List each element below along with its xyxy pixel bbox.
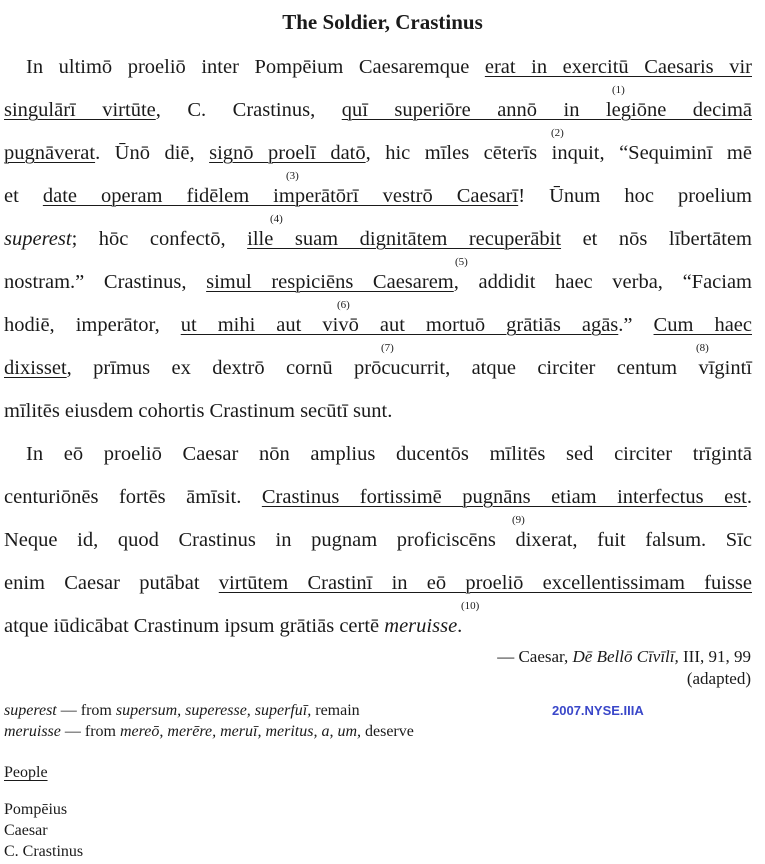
question-marker-6: (6) (337, 299, 350, 311)
glossed-word-meruisse: meruisse (384, 615, 458, 637)
underlined-phrase-8: Cum haec (653, 314, 752, 336)
underlined-phrase-1-cont: singulārī virtūte (4, 99, 156, 121)
question-marker-8: (8) (696, 342, 709, 354)
passage-line: Neque id, quod Crastinus in pugnam proficiscēns dixerat, fuit falsum. Sīc (4, 529, 752, 551)
passage-line: pugnāverat. Ūnō diē, signō proelī datō, hic mīles cēterīs inquit, “Sequiminī mē (4, 142, 752, 164)
question-marker-10: (10) (461, 600, 480, 612)
underlined-phrase-10: virtūtem Crastinī in eō proeliō excellentissimam fuisse (218, 572, 752, 594)
passage-line: superest; hōc confectō, ille suam dignitātem recuperābit et nōs lībertātem (4, 228, 752, 250)
exam-tag: 2007.NYSE.IIIA (552, 703, 644, 718)
passage-line: centuriōnēs fortēs āmīsit. Crastinus fortissimē pugnāns etiam interfectus est. (4, 486, 752, 508)
passage-line: enim Caesar putābat virtūtem Crastinī in eō proeliō excellentissimam fuisse (4, 572, 752, 594)
person-name: Caesar (4, 822, 48, 839)
source-note: (adapted) (686, 669, 751, 688)
person-name: C. Crastinus (4, 843, 84, 860)
question-marker-3: (3) (286, 170, 299, 182)
underlined-phrase-1: erat in exercitū Caesaris vir (484, 56, 752, 78)
people-heading: People (4, 764, 48, 781)
glossary-entry: meruisse — from mereō, merēre, meruī, meritus, a, um, deserve (4, 723, 414, 740)
passage-line: nostram.” Crastinus, simul respiciēns Caesarem, addidit haec verba, “Faciam (4, 271, 753, 293)
glossed-word-superest: superest (4, 228, 72, 250)
underlined-phrase-2: quī superiōre annō in legiōne decimā (341, 99, 752, 121)
passage-line: dixisset, prīmus ex dextrō cornū prōcucurrit, atque circiter centum vīgintī (4, 357, 752, 379)
passage-line: mīlitēs eiusdem cohortis Crastinum secūtī sunt. (4, 400, 393, 422)
question-marker-1: (1) (612, 84, 625, 96)
underlined-phrase-9: Crastinus fortissimē pugnāns etiam interfectus est (261, 486, 747, 508)
question-marker-4: (4) (270, 213, 283, 225)
passage-line: hodiē, imperātor, ut mihi aut vivō aut mortuō grātiās agās.” Cum haec (4, 314, 752, 336)
underlined-phrase-7: ut mihi aut vivō aut mortuō grātiās agās (180, 314, 619, 336)
person-name: Pompēius (4, 801, 68, 818)
question-marker-2: (2) (551, 127, 564, 139)
passage-line: et date operam fidēlem imperātōrī vestrō Caesarī! Ūnum hoc proelium (4, 185, 752, 207)
glossary-entry: superest — from supersum, superesse, superfuī, remain (4, 702, 360, 719)
underlined-phrase-8-cont: dixisset (4, 357, 67, 379)
passage-line: atque iūdicābat Crastinum ipsum grātiās certē meruisse. (4, 615, 463, 637)
underlined-phrase-6: simul respiciēns Caesarem (206, 271, 454, 293)
underlined-phrase-3: signō proelī datō (209, 142, 366, 164)
passage-title: The Soldier, Crastinus (282, 10, 483, 34)
underlined-phrase-2-cont: pugnāverat (4, 142, 96, 164)
source-citation: — Caesar, Dē Bellō Cīvīlī, III, 91, 99 (497, 647, 751, 666)
question-marker-9: (9) (512, 514, 525, 526)
passage-line: In ultimō proeliō inter Pompēium Caesaremque erat in exercitū Caesaris vir (26, 56, 752, 78)
question-marker-7: (7) (381, 342, 394, 354)
underlined-phrase-5: ille suam dignitātem recuperābit (247, 228, 562, 250)
passage-line: singulārī virtūte, C. Crastinus, quī superiōre annō in legiōne decimā (4, 99, 752, 121)
question-marker-5: (5) (455, 256, 468, 268)
underlined-phrase-4: date operam fidēlem imperātōrī vestrō Caesarī (42, 185, 519, 207)
passage-line: In eō proeliō Caesar nōn amplius ducentōs mīlitēs sed circiter trīgintā (26, 443, 752, 465)
